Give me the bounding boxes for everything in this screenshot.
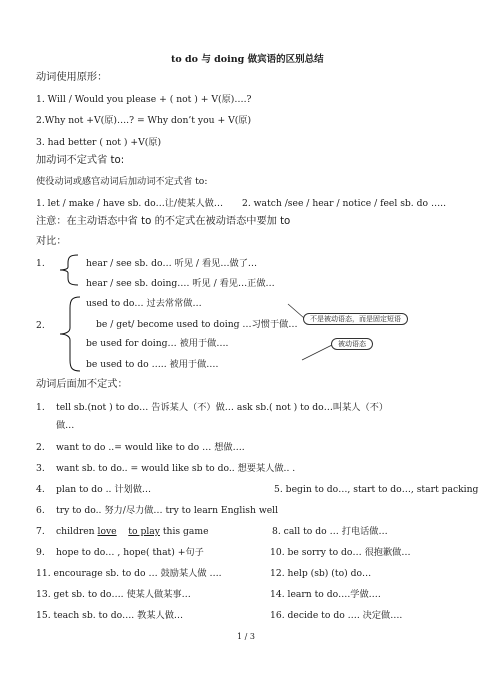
omit-to-description: 使役动词或感官动词后加动词不定式省 to: (36, 176, 208, 187)
page-title: to do 与 doing 做宾语的区别总结 (171, 54, 324, 65)
list-item-text-right: 8. call to do … 打电话做… (272, 526, 388, 537)
list-item-text: want to do ..= would like to do … 想做…. (56, 442, 245, 453)
list-item-continuation: 做… (56, 420, 75, 431)
section-heading-to-infinitive: 动词后面加不定式： (36, 379, 128, 390)
list-item-text: 13. get sb. to do…. 使某人做某事… (36, 589, 191, 600)
compare-group-2-brace (56, 294, 82, 374)
underlined-word-love: love (97, 526, 117, 537)
compare-group-1-line-a: hear / see sb. do… 听见 / 看见…做了… (86, 258, 258, 269)
text-segment: children (56, 526, 98, 537)
compare-group-2-line-c: be used for doing… 被用于做…. (86, 338, 229, 349)
list-item-text-right: 10. be sorry to do… 很抱歉做… (270, 547, 411, 558)
list-item-number: 3. (36, 463, 45, 474)
compare-group-2-line-d: be used to do ….. 被用于做…. (86, 359, 219, 370)
list-item-text: want sb. to do.. = would like sb to do.. 想要某人做.. . (56, 463, 296, 474)
list-item-text: 15. teach sb. to do…. 教某人做… (36, 610, 184, 621)
list-item-number: 4. (36, 484, 45, 495)
text-segment (117, 526, 129, 537)
compare-group-1-number: 1. (36, 258, 45, 269)
callout-fixed-phrase: 不是被动语态，而是固定短语 (303, 313, 408, 325)
list-item-text (56, 526, 209, 538)
list-item-number: 6. (36, 505, 45, 516)
list-item-number: 7. (36, 526, 45, 537)
compare-group-1-brace (56, 253, 80, 287)
section-heading-omit-to: 加动词不定式省 to: (36, 155, 125, 166)
list-item-number: 1. (36, 402, 45, 413)
section-heading-bare-infinitive: 动词使用原形： (36, 72, 108, 83)
omit-to-line-2: 2. watch /see / hear / notice / feel sb. do ….. (242, 198, 447, 209)
text-segment: this game (159, 526, 209, 537)
list-item-text-right: 14. learn to do….学做…. (270, 589, 381, 600)
compare-group-2-line-a: used to do… 过去常常做… (86, 298, 202, 309)
compare-group-1-line-b: hear / see sb. doing…. 听见 / 看见…正做… (86, 278, 275, 289)
list-item-text: tell sb.(not ) to do… 告诉某人（不）做… ask sb.( not ) to do…叫某人（不） (56, 402, 389, 413)
bare-infinitive-line-3: 3. had better ( not ) +V(原) (36, 137, 162, 148)
compare-group-2-line-b: be / get/ become used to doing …习惯于做… (96, 319, 298, 330)
omit-to-line-1: 1. let / make / have sb. do…让/使某人做… (36, 198, 224, 209)
underlined-word-to-play: to play (128, 526, 160, 537)
list-item-text-right: 16. decide to do …. 决定做…. (270, 610, 403, 621)
list-item-number: 2. (36, 442, 45, 453)
page-number: 1 / 3 (237, 632, 255, 641)
compare-group-2-number: 2. (36, 320, 45, 331)
omit-to-note: 注意：在主动语态中省 to 的不定式在被动语态中要加 to (36, 216, 291, 227)
list-item-text: 11. encourage sb. to do … 鼓励某人做 …. (36, 568, 222, 579)
list-item-text: plan to do .. 计划做… (56, 484, 152, 495)
bare-infinitive-line-2: 2.Why not +V(原)….? = Why don’t you + V(原) (36, 115, 252, 126)
list-item-number: 9. (36, 547, 45, 558)
callout-passive-voice: 被动语态 (331, 338, 373, 350)
section-heading-compare: 对比： (36, 236, 67, 247)
list-item-text: try to do.. 努力/尽力做… try to learn English well (56, 505, 279, 516)
bare-infinitive-line-1: 1. Will / Would you please + ( not ) + V(原)….? (36, 94, 252, 105)
list-item-text-right: 5. begin to do…, start to do…, start packing (274, 484, 479, 495)
list-item-text-right: 12. help (sb) (to) do… (270, 568, 372, 579)
list-item-text: hope to do… , hope( that) +句子 (56, 547, 204, 558)
